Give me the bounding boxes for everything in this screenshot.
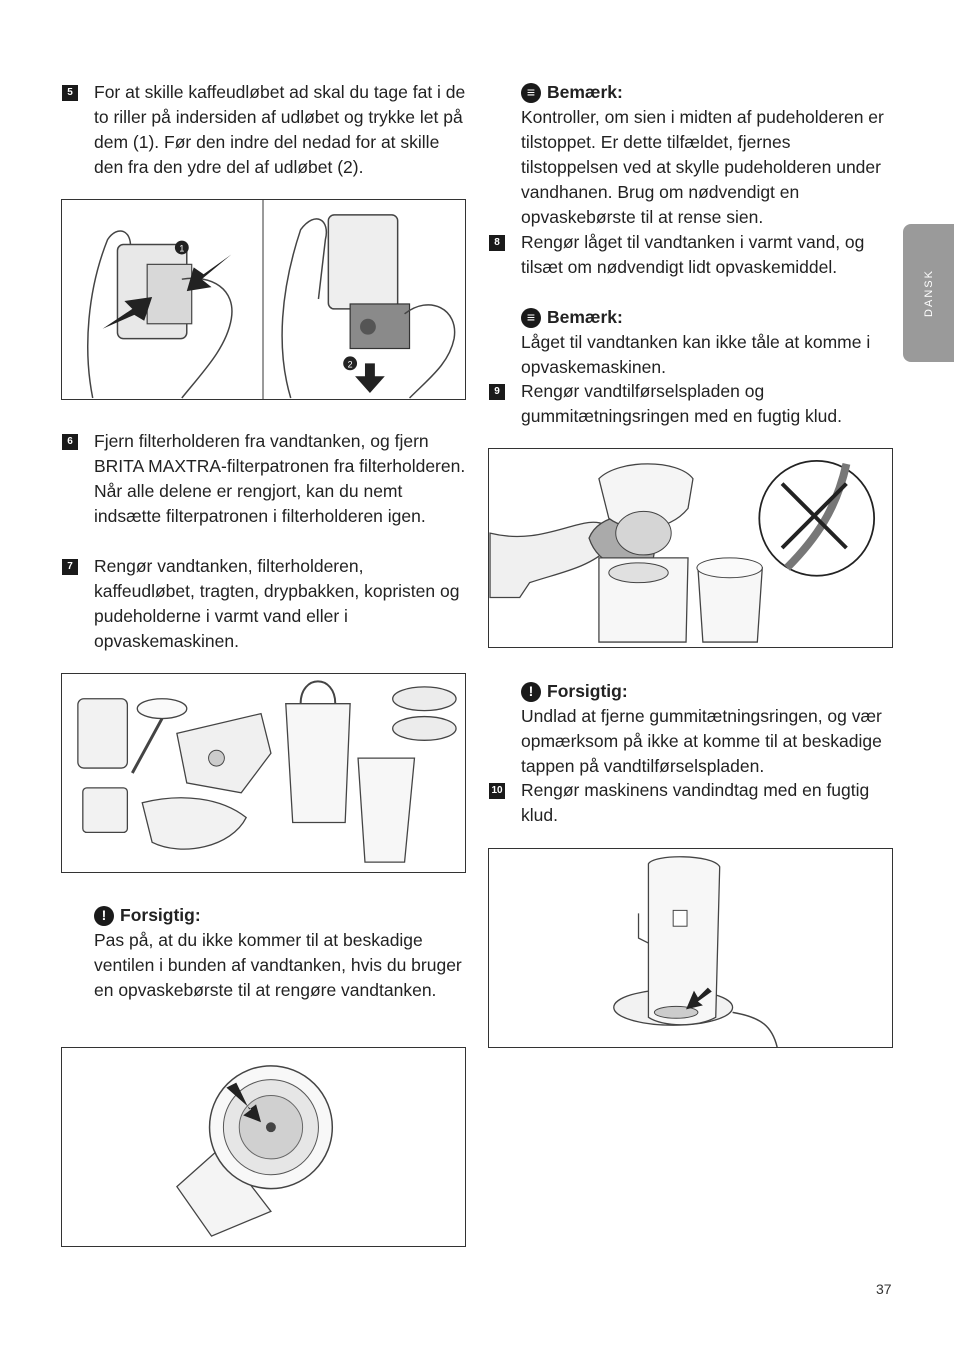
page-number: 37 [876,1281,892,1297]
figure-coffee-outlet-disassembly [61,199,466,400]
label-2: 2 [347,359,353,370]
language-label: DANSK [922,269,935,317]
note-title: Bemærk: [547,307,623,327]
caution-title: Forsigtig: [120,905,201,925]
step-9 [489,379,889,429]
caution-title: Forsigtig: [547,681,628,701]
figure-pad-holder [61,1047,466,1247]
note-header [521,305,891,330]
step-number: 6 [62,434,78,450]
step-number: 10 [489,783,505,799]
note-icon: ≡ [521,308,541,328]
figure-washable-parts [61,673,466,873]
step-8 [489,230,889,280]
note-text: Kontroller, om sien i midten af pudeholderen er tilstoppet. Er dette tilfældet, fjernes tilstoppelsen ved at skylle pudeholderen under vandhanen. Brug om nødvendigt en opvaskebørste til at rense sien. [521,107,884,227]
step-text: Rengør vandtilførselspladen og gummitætningsringen med en fugtig klud. [521,381,843,426]
step-5 [62,80,467,180]
step-text: Rengør låget til vandtanken i varmt vand, og tilsæt om nødvendigt lidt opvaskemiddel. [521,232,865,277]
step-number: 5 [62,85,78,101]
note-header [521,80,891,105]
note-2 [521,305,891,380]
note-icon: ≡ [521,83,541,103]
water-inlet-illustration [489,849,892,1047]
language-side-tab [903,224,954,362]
caution-left [94,903,464,1003]
step-text: Rengør maskinens vandindtag med en fugtig klud. [521,780,870,825]
step-text: For at skille kaffeudløbet ad skal du tage fat i de to riller på indersiden af udløbet og trykke let på dem (1). Før den indre del nedad for at skille den fra den ydre del af udløbet (2). [94,82,466,177]
caution-text: Undlad at fjerne gummitætningsringen, og vær opmærksom på ikke at komme til at beskadige tappen på vandtilførselspladen. [521,706,882,776]
label-1: 1 [179,243,185,254]
step-text: Rengør vandtanken, filterholderen, kaffeudløbet, tragten, drypbakken, kopristen og pudeholderne i varmt vand eller i opvaskemaskinen. [94,556,460,651]
water-supply-plate-illustration [489,449,892,647]
exclamation-icon: ! [94,906,114,926]
caution-right [521,679,896,779]
caution-text: Pas på, at du ikke kommer til at beskadige ventilen i bunden af vandtanken, hvis du bruger en opvaskebørste til at rengøre vandtanken. [94,930,462,1000]
figure-water-inlet [488,848,893,1048]
step-7 [62,554,467,654]
step-number: 7 [62,559,78,575]
note-1 [521,80,891,230]
note-text: Låget til vandtanken kan ikke tåle at komme i opvaskemaskinen. [521,332,871,377]
pad-holder-illustration [62,1048,465,1246]
step-number: 8 [489,235,505,251]
caution-header [521,679,896,704]
washable-parts-illustration [62,674,465,872]
note-title: Bemærk: [547,82,623,102]
step-6 [62,429,467,529]
caution-header [94,903,464,928]
step-text: Fjern filterholderen fra vandtanken, og fjern BRITA MAXTRA-filterpatronen fra filterholderen. Når alle delene er rengjort, kan du nemt indsætte filterpatronen i filterholderen igen. [94,431,466,526]
step-number: 9 [489,384,505,400]
step-10 [489,778,889,828]
exclamation-icon: ! [521,682,541,702]
figure-water-supply-plate [488,448,893,648]
coffee-outlet-illustration [62,200,465,399]
